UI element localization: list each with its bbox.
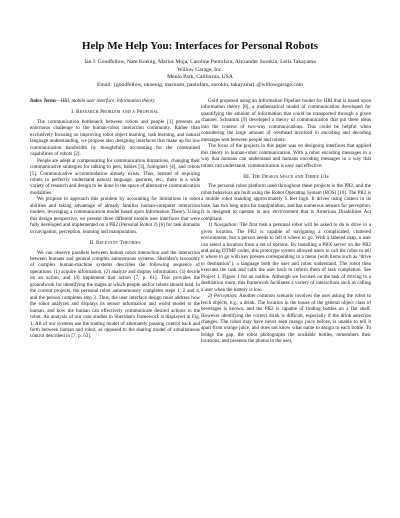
author-affiliation: Willow Garage, Inc. (177, 66, 223, 73)
paragraph: We can observe parallels between human robot interaction and the interaction between humans and general complex autonomous systems. Sheridan's taxonomy of complex human-machine systems describes the following sequence of operations: (1) acquire information, (2) analyze and display information, (3) decide on an action, and (4) implement that action [7, p. 61]. This provides the groundwork for identifying the stages at which people and/or robots should lead. In the current projects, the personal robot autonomously completes steps 1, 2 and 4, and the person completes step 3. Thus, the user interface design must address how the robot analyzes and displays its sensor information and world model to the human, and how the human can effectively communicate desired actions to the robot. An analysis of our case studies in Sheridan's framework is displayed in Fig. 1. All of our systems use the trading model of alternately passing control back and forth between human and robot, as opposed to the sharing model of simultaneous control described in [7, p. 63]. (30, 249, 200, 340)
navigation-lead: 1) Navigation: (208, 222, 239, 229)
index-terms (30, 98, 200, 104)
perception-lead: 2) Perception: (208, 293, 238, 300)
index-terms-label: Index Terms (30, 98, 57, 104)
author-block (0, 59, 400, 89)
paragraph: The focus of the projects in this paper was on designing interfaces that applied this theory to human-robot communication. With a robot encoding messages in a way that humans can understand and humans encoding messages in a way that robots can understand, communication is easy and effective. (201, 143, 371, 169)
paragraph: We propose to approach this problem by accounting for limitations in robot abilities and taking advantage of already familiar human-computer interaction models, leveraging a communication model based upon Information Theory. Using this design perspective, we present three different mobile user interfaces that were fully developed and implemented on a PR2 (Personal Robot 2) [6] for task domains in navigation, perception, learning and manipulation. (30, 196, 200, 235)
paragraph: Gold proposed using an Information Pipeline model for HRI that is based upon information theory [8], a mathematical model of communication developed for quantifying the amount of information that could be transported through a given channel. Schramm [9] developed a theory of communication that put these ideas into the context of two-way communications. This could be helpful when considering the large amount of overhead involved in encoding and decoding messages sent between people and robots. (201, 98, 371, 143)
paper-title: Help Me Help You: Interfaces for Personal Robots (81, 40, 319, 52)
left-column (30, 98, 200, 340)
perception-text: Another common scenario involves the user asking the robot to fetch objects, e.g., a drink. The location in the house of the general object class of beverages is known, and the PR2 is capable of finding bottles on a flat shelf. However identifying the correct drink is difficult, especially if the drink selection changes. The robot may have never seen mango juice before, is unable to tell it apart from orange juice, and does not know what name to assign to each bottle. To bridge the gap, the robot photographs the available bottles, remembers their locations, and presents the photos to the user, (201, 293, 372, 345)
section-heading-3: III. The Design Space and Three UIs (243, 173, 329, 180)
paragraph: The personal robot platform used throughout these projects is the PR2, and the robot behaviors are built using the Robot Operating System (ROS) [10]. The PR2 is a mobile robot standing approximately 5 feet high. It drives using casters in its base, has two long arms for manipulation, and has numerous sensors for perception. It is designed to operate in any environment that is American Disabilities Act compliant. (201, 183, 371, 222)
author-address: Menlo Park, California, USA (167, 74, 233, 80)
paragraph: The communication bottleneck between robots and people [1] presents an enormous challenge to the human-robot interaction community. Rather than exclusively focusing on improving robot object learning, task learning, and natural language understanding, we propose also designing interfaces that make up for low communication bandwidth by thoughtfully accounting for the constrained capabilities of robots [2]. (30, 118, 200, 158)
paragraph: People are adept at compensating for communication limitations, changing their communicative strategies for talking to pets, babies [3], foreigners [4], and robots [5]. Communicative accommodation already exists. Thus, instead of requiring robots to perfectly understand natural language, gestures, etc., there is a wide variety of research and design to be done in the space of alternative communication modalities. (30, 157, 200, 196)
paragraph-perception (201, 293, 371, 345)
navigation-text: The first task a personal robot will be asked to do is drive to a given location. The PR2 is capable of navigating a complicated, cluttered environment, but a person needs to tell it where to go. With a labeled map, a user can select a location from a set of options. By installing a PBX server on the PR2 and using DTMF codes, this prototype system allowed users to call the robot to tell it where to go with key presses corresponding to a menu (with items such as "drive to destination"), a language both the user and robot understand. The robot then executes the task and calls the user back to inform them of task completion. See Project 1, Figure 1 for an outline. Although we focused on the task of driving to a destination room, this framework facilitates a variety of interactions such as calling a user when the battery is low. (201, 222, 371, 293)
author-names: Ian J. Goodfellow, Nate Koenig, Marius Muja, Caroline Pantofaru, Alexander Sorokin, Leila Takayama (84, 59, 316, 65)
section-heading-2: II. Relevant Theories (89, 240, 141, 247)
section-heading-1: I. Research Problem and a Proposal (71, 109, 159, 116)
index-terms-text: —HRI, mobile user interface, information theory (56, 98, 155, 104)
author-email: Email: {goodfellow, nkoenig, mariusm, pantofaru, sorokin, takayama} @willowgarage.com (96, 81, 304, 88)
right-column (201, 98, 371, 345)
paragraph-navigation (201, 222, 371, 293)
